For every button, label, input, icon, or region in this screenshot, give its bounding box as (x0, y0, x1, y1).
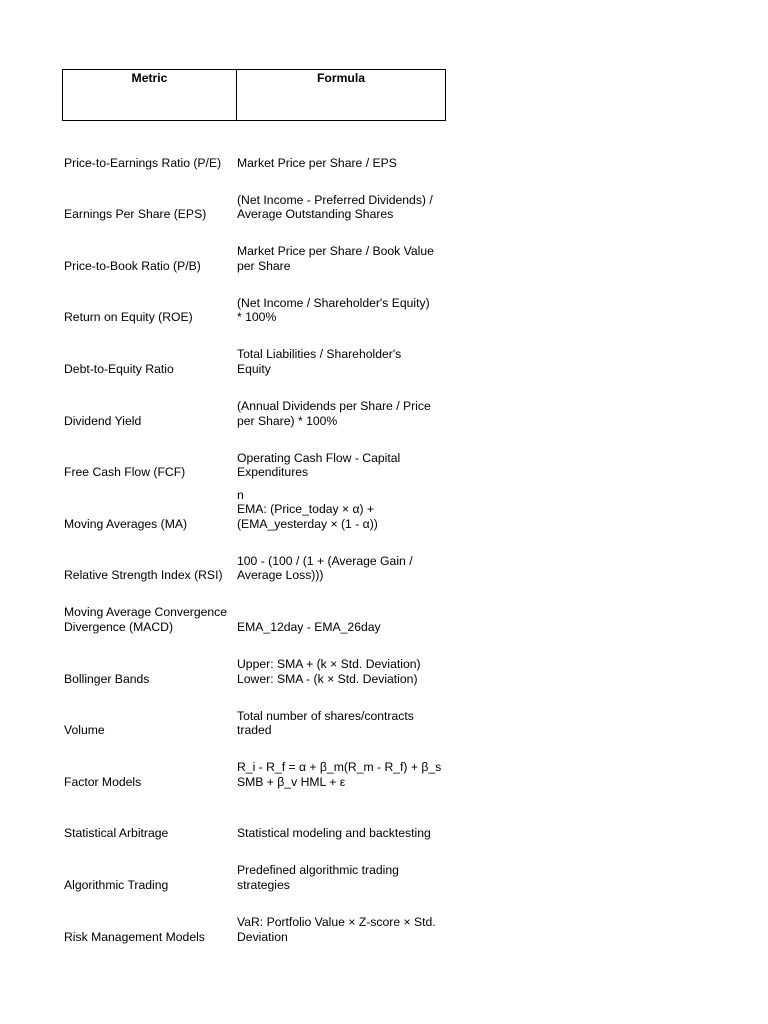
table-row (0, 737, 768, 789)
formula-text: Average Loss))) (237, 568, 324, 583)
table-row (0, 428, 768, 480)
formula-cell (237, 156, 447, 171)
formula-cell (237, 915, 447, 944)
metric-cell (64, 568, 236, 583)
table-row (0, 118, 768, 170)
table-row (0, 892, 768, 944)
table-row (0, 376, 768, 428)
table-row (0, 531, 768, 583)
metric-cell (64, 310, 236, 325)
metric-cell (64, 930, 236, 945)
table-row (0, 582, 768, 634)
formula-cell (237, 709, 447, 738)
table-row (0, 170, 768, 222)
formula-text: Expenditures (237, 465, 309, 480)
metric-text: Moving Averages (MA) (64, 516, 188, 531)
metric-text: Divergence (MACD) (64, 619, 174, 634)
formula-cell (237, 193, 447, 222)
formula-text: per Share (237, 258, 291, 273)
metric-text: Factor Models (64, 774, 142, 789)
formula-cell (237, 826, 447, 841)
formula-text: (Annual Dividends per Share / Price (237, 399, 431, 413)
metric-cell (64, 259, 236, 274)
metric-cell (64, 605, 236, 634)
formula-cell (237, 347, 447, 376)
metric-text: Algorithmic Trading (64, 877, 169, 892)
metric-cell (64, 414, 236, 429)
metric-cell (64, 156, 236, 171)
formula-cell (237, 863, 447, 892)
formula-text: Total number of shares/contracts (237, 708, 414, 723)
metric-text: Return on Equity (ROE) (64, 310, 193, 325)
table-row (0, 789, 768, 841)
table-row (0, 273, 768, 325)
metric-cell (64, 723, 236, 738)
formula-text: Upper: SMA + (k × Std. Deviation) (237, 657, 421, 671)
metric-text: Earnings Per Share (EPS) (64, 207, 207, 222)
metric-cell (64, 878, 236, 893)
metric-text: Moving Average Convergence (64, 605, 228, 620)
formula-text: Market Price per Share / EPS (237, 155, 397, 170)
formula-text: (Net Income - Preferred Dividends) / (237, 192, 433, 207)
formula-cell (237, 620, 447, 635)
formula-text (237, 486, 447, 488)
formula-cell (237, 244, 447, 273)
formula-text: n (237, 487, 244, 502)
metric-cell (64, 775, 236, 790)
table-row (0, 324, 768, 376)
table-header (62, 69, 446, 121)
metric-cell (64, 207, 236, 222)
table-row (0, 221, 768, 273)
formula-text: 100 - (100 / (1 + (Average Gain / (237, 553, 413, 568)
formula-text: Total Liabilities / Shareholder's (237, 347, 402, 362)
metric-text: Statistical Arbitrage (64, 826, 169, 841)
formula-cell (237, 657, 447, 686)
formula-text: (EMA_yesterday × (1 - α)) (237, 516, 378, 531)
metric-text: Dividend Yield (64, 413, 142, 428)
metric-cell (64, 362, 236, 377)
formula-cell (237, 760, 447, 789)
formula-text: EMA_12day - EMA_26day (237, 619, 381, 634)
metric-text: Volume (64, 723, 105, 738)
formula-cell (237, 554, 447, 583)
formula-text: Average Outstanding Shares (237, 207, 394, 222)
formula-text: Predefined algorithmic trading (237, 863, 399, 878)
table-row (0, 686, 768, 738)
metric-cell (64, 517, 236, 532)
formula-cell (237, 296, 447, 325)
formula-text: VaR: Portfolio Value × Z-score × Std. (237, 915, 436, 929)
formula-text: * 100% (237, 310, 277, 325)
formula-text: Lower: SMA - (k × Std. Deviation) (237, 671, 418, 686)
formula-text: Equity (237, 361, 271, 376)
metric-cell (64, 672, 236, 687)
metric-text: Risk Management Models (64, 929, 205, 944)
table-row (0, 634, 768, 686)
metric-cell (64, 465, 236, 480)
metric-cell (64, 826, 236, 841)
metric-text: Bollinger Bands (64, 671, 150, 686)
metric-column-header: Metric (131, 71, 168, 85)
metric-text: Debt-to-Equity Ratio (64, 361, 174, 376)
metric-text: Relative Strength Index (RSI) (64, 568, 223, 583)
formula-text: SMB + β_v HML + ε (237, 774, 346, 789)
formula-text: EMA: (Price_today × α) + (237, 502, 375, 517)
formula-text: (Net Income / Shareholder's Equity) (237, 295, 430, 310)
formula-text: Deviation (237, 929, 288, 944)
formula-text: Statistical modeling and backtesting (237, 826, 431, 841)
formula-text: traded (237, 723, 272, 738)
formula-text: Market Price per Share / Book Value (237, 244, 434, 259)
formula-column-header: Formula (316, 71, 366, 85)
formula-cell (237, 399, 447, 428)
metric-text: Free Cash Flow (FCF) (64, 465, 186, 480)
table-row (0, 840, 768, 892)
formula-text: R_i - R_f = α + β_m(R_m - R_f) + β_s (237, 760, 442, 775)
formula-cell (237, 451, 447, 480)
metric-text: Price-to-Earnings Ratio (P/E) (64, 155, 222, 170)
formula-text: strategies (237, 877, 290, 892)
formula-text: Operating Cash Flow - Capital (237, 450, 401, 465)
formula-text: per Share) * 100% (237, 413, 338, 428)
metric-text: Price-to-Book Ratio (P/B) (64, 258, 201, 273)
formula-cell (237, 486, 447, 531)
table-row (0, 479, 768, 531)
